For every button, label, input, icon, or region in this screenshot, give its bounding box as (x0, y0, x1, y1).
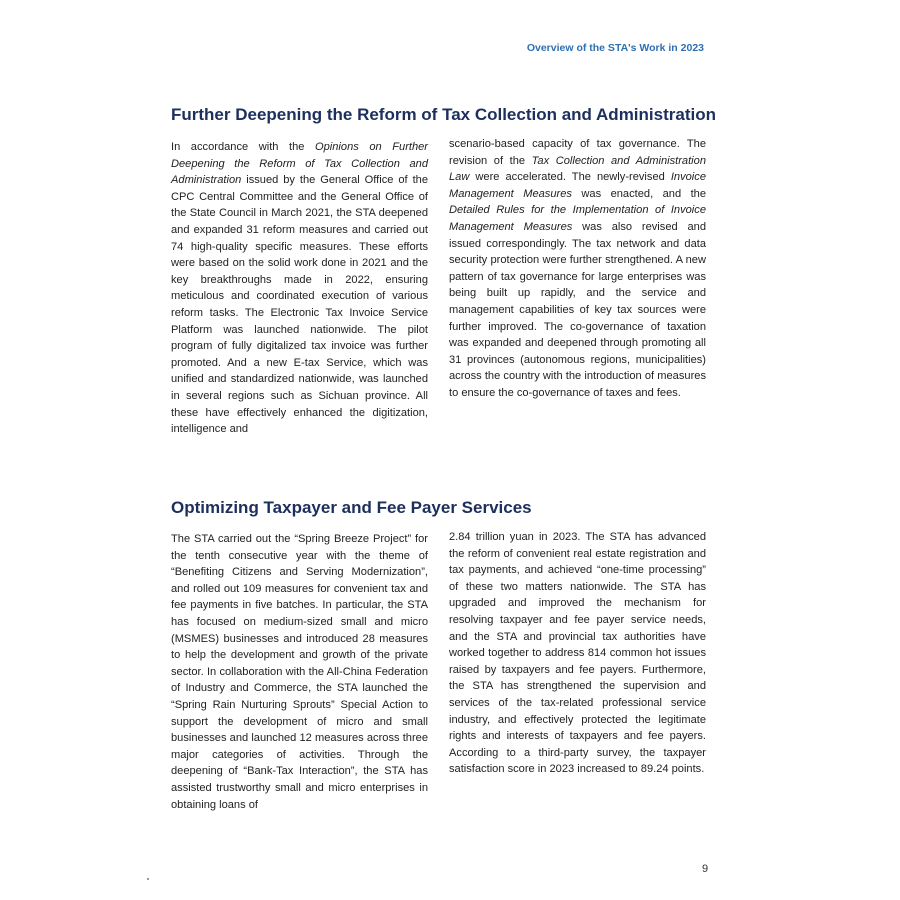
paragraph (171, 139, 428, 438)
text-run: In accordance with the (171, 141, 315, 153)
document-title-italic: Invoice Management Measures (449, 171, 706, 200)
paragraph: The STA carried out the “Spring Breeze Project” for the tenth consecutive year with the theme of “Benefiting Citizens and Serving Modernization”, and rolled out 109 measures for convenient tax and fee payments in five batches. In particular, the STA has focused on medium-sized small and micro (MSMES) businesses and introduced 28 measures to help the development and growth of the private sector. In collaboration with the All-China Federation of Industry and Commerce, the STA launched the “Spring Rain Nurturing Sprouts” Special Action to support the development of micro and small businesses and launched 12 measures across three major categories of activities. Through the deepening of “Bank-Tax Interaction”, the STA has assisted trustworthy small and micro enterprises in obtaining loans of (171, 533, 428, 811)
text-run: was also revised and issued correspondingly. The tax network and data security protection were further strengthened. A new pattern of tax governance for large enterprises was being built up rapidly, and the service and management capabilities of key tax sources were further improved. The co-governance of taxation was expanded and deepened through promoting all 31 provinces (autonomous regions, municipalities) across the country with the introduction of measures to ensure the co-governance of taxes and fees. (449, 220, 707, 399)
page-number: 9 (702, 863, 709, 875)
document-title-italic: Opinions on Further Deepening the Reform of Tax Collection and Administration (171, 141, 428, 187)
running-header: Overview of the STA's Work in 2023 (526, 42, 704, 54)
document-title-italic: Detailed Rules for the Implementation of Invoice Management Measures (449, 204, 706, 233)
section-2-column-right (449, 529, 706, 778)
text-run: scenario-based capacity of tax governance. The revision of the (449, 138, 706, 167)
text-run: issued by the General Office of the CPC Central Committee and the General Office of the State Council in March 2021, the STA deepened and expanded 31 reform measures and carried out 74 high-quality specific measures. These efforts were based on the solid work done in 2021 and the key breakthroughs made in 2022, ensuring meticulous and coordinated execution of various reform tasks. The Electronic Tax Invoice Service Platform was launched nationwide. The pilot program of fully digitalized tax invoice was further promoted. And a new E-tax Service, which was unified and standardized nationwide, was launched in several regions such as Sichuan province. All these have effectively enhanced the digitization, intelligence and (171, 174, 428, 436)
document-title-italic: Tax Collection and Administration Law (449, 154, 706, 184)
scan-speck (147, 878, 149, 880)
section-1-column-left (171, 139, 428, 438)
text-run: was enacted, and the (571, 187, 706, 200)
section-1-column-right (449, 136, 706, 402)
paragraph (449, 136, 706, 402)
section-2-column-left (171, 531, 428, 813)
section-title-taxpayer-services: Optimizing Taxpayer and Fee Payer Services (171, 498, 532, 517)
text-run: were accelerated. The newly-revised (469, 171, 671, 184)
section-title-tax-reform: Further Deepening the Reform of Tax Collection and Administration (171, 105, 716, 124)
paragraph: 2.84 trillion yuan in 2023. The STA has advanced the reform of convenient real estate registration and tax payments, and achieved “one-time processing” of these two matters nationwide. The STA has upgraded and improved the mechanism for resolving taxpayer and fee payer service needs, and the STA and provincial tax authorities have worked together to address 814 common hot issues raised by taxpayers and fee payers. Furthermore, the STA has strengthened the supervision and services of the tax-related professional service industry, and effectively protected the legitimate rights and interests of taxpayers and fee payers. According to a third-party survey, the taxpayer satisfaction score in 2023 increased to 89.24 points. (449, 531, 706, 776)
